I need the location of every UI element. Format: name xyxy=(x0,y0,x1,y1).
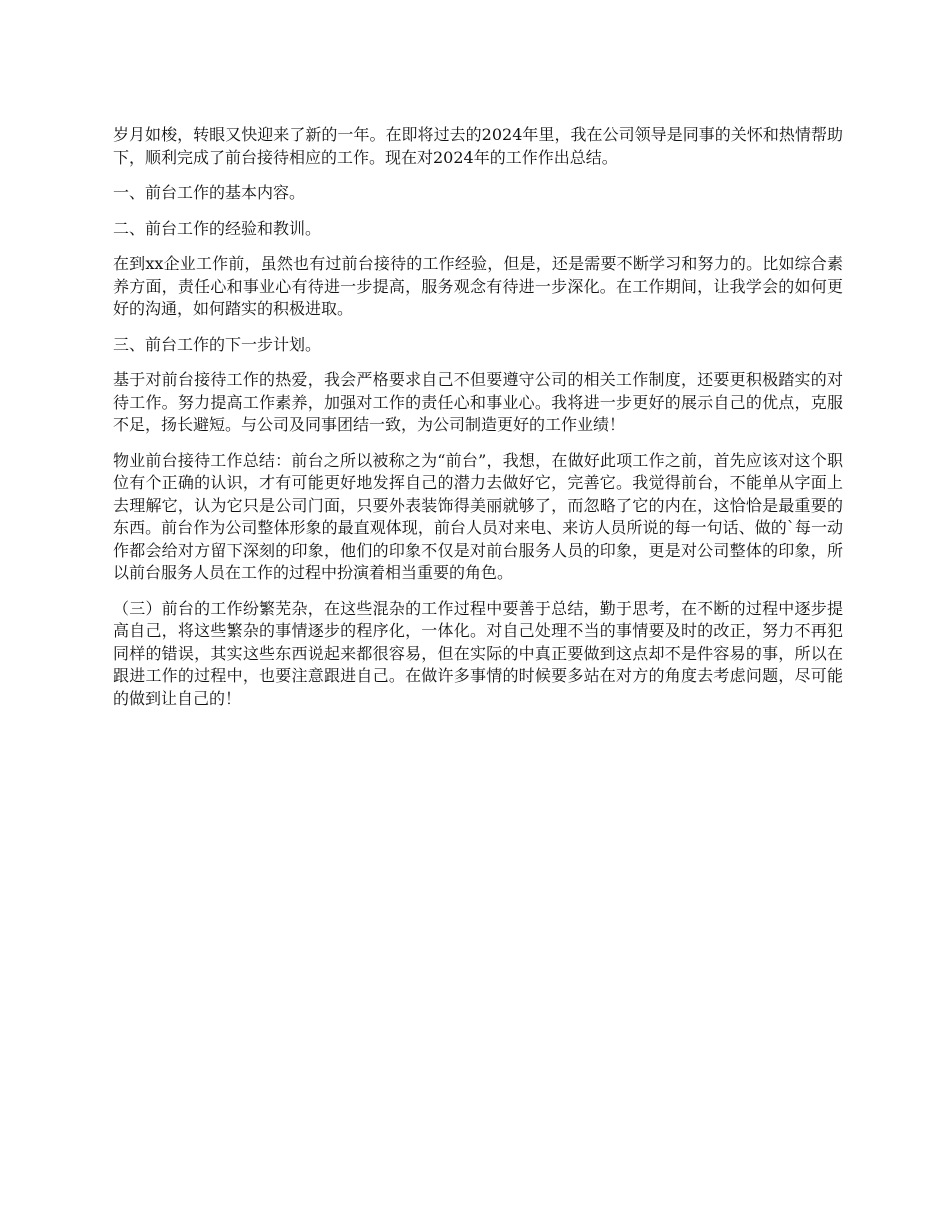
section-heading-basic-content: 一、前台工作的基本内容。 xyxy=(113,183,306,202)
reception-summary-paragraph: 物业前台接待工作总结：前台之所以被称之为“前台”，我想，在做好此项工作之前，首先应该对这个职位有个正确的认识，才有可能更好地发挥自己的潜力去做好它，完善它。我觉得前台，不能单从字面上去理解它，认为它只是公司门面，只要外表装饰得美丽就够了，而忽略了它的内在，这恰恰是最重要的东西。前台作为公司整体形象的最直观体现，前台人员对来电、来访人员所说的每一句话、做的`每一动作都会给对方留下深刻的印象，他们的印象不仅是对前台服务人员的印象，更是对公司整体的印象，所以前台服务人员在工作的过程中扮演着相当重要的角色。 xyxy=(113,450,843,582)
section-heading-experience: 二、前台工作的经验和教训。 xyxy=(113,218,322,238)
section-three-paragraph: （三）前台的工作纷繁芜杂，在这些混杂的工作过程中要善于总结，勤于思考，在不断的过程中逐步提高自己，将这些繁杂的事情逐步的程序化，一体化。对自己处理不当的事情要及时的改正，努力不再犯同样的错误，其实这些东西说起来都很容易，但在实际的中真正要做到这点却不是件容易的事，所以在跟进工作的过程中，也要注意跟进自己。在做许多事情的时候要多站在对方的角度去考虑问题，尽可能的做到让自己的！ xyxy=(113,598,843,708)
experience-paragraph: 在到xx企业工作前，虽然也有过前台接待的工作经验，但是，还是需要不断学习和努力的。比如综合素养方面，责任心和事业心有待进一步提高，服务观念有待进一步深化。在工作期间，让我学会的如何更好的沟通，如何踏实的积极进取。 xyxy=(113,254,843,318)
section-heading-next-plan: 三、前台工作的下一步计划。 xyxy=(113,334,322,354)
plan-paragraph: 基于对前台接待工作的热爱，我会严格要求自己不但要遵守公司的相关工作制度，还要更积极踏实的对待工作。努力提高工作素养，加强对工作的责任心和事业心。我将进一步更好的展示自己的优点，克服不足，扬长避短。与公司及同事团结一致，为公司制造更好的工作业绩！ xyxy=(113,370,843,434)
document-page xyxy=(113,124,843,723)
intro-paragraph: 岁月如梭，转眼又快迎来了新的一年。在即将过去的2024年里，我在公司领导是同事的关怀和热情帮助下，顺利完成了前台接待相应的工作。现在对2024年的工作作出总结。 xyxy=(113,125,843,167)
